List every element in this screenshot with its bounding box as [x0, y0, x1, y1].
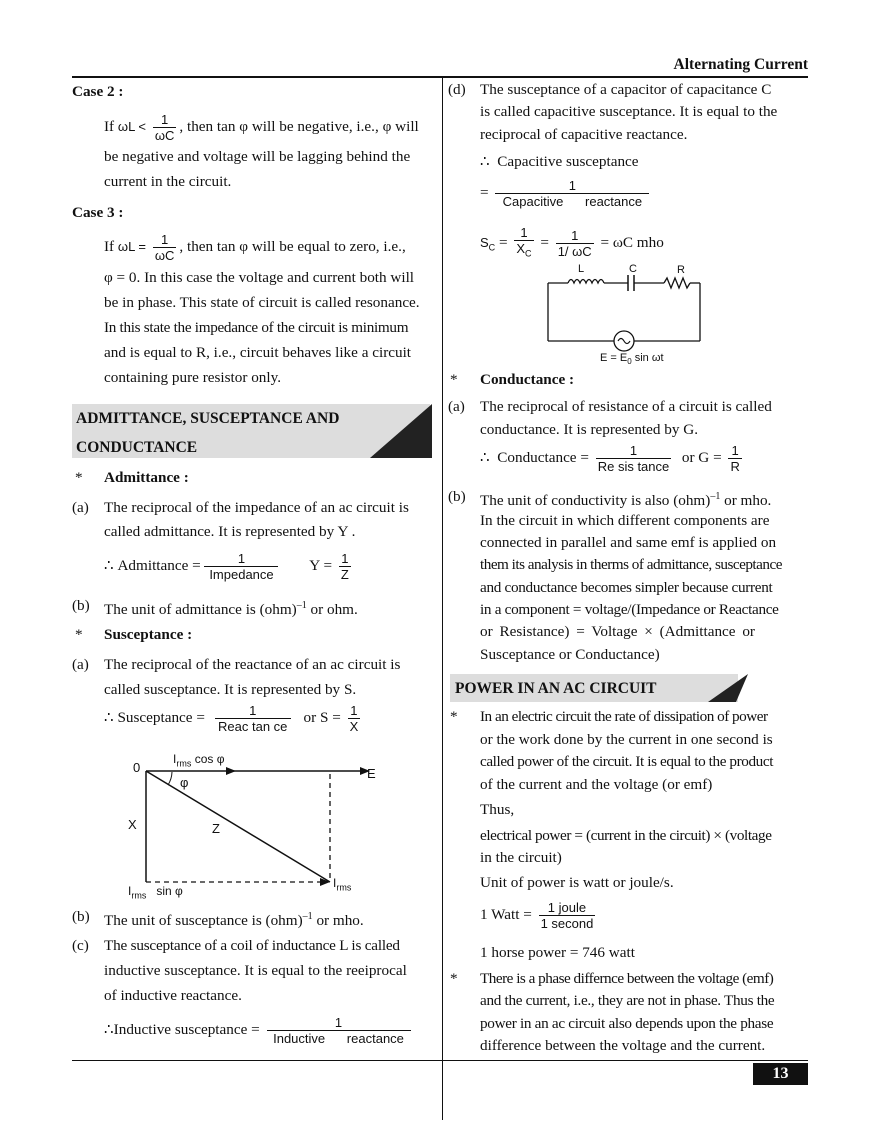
label-b: (b) — [72, 597, 90, 614]
conductance-equation: ∴ Conductance = $\frac{1}{\text{Re sis tance}}$ or G = $\frac{1}{R}$ — [480, 443, 740, 474]
diagram-phi-label: φ — [180, 775, 189, 790]
circuit-L-label: L — [578, 263, 585, 275]
section-title-power: POWER IN AN AC CIRCUIT — [455, 680, 657, 697]
ph-line3: power in an ac circuit also depends upon the phase — [480, 1015, 774, 1032]
ph-line1: There is a phase differnce between the voltage (emf) — [480, 970, 774, 987]
sus-b-line: The unit of susceptance is (ohm)$^{-1}$ or mho. — [104, 911, 364, 930]
case3-line5: and is equal to R, i.e., circuit behaves like a circuit — [104, 344, 412, 361]
cap-sus-line: ∴ Capacitive susceptance — [480, 153, 639, 170]
bullet-star-2: * — [75, 626, 83, 643]
label-a-2: (a) — [72, 656, 89, 673]
section-title-line2: CONDUCTANCE — [76, 439, 198, 456]
adm-a-line1: The reciprocal of the impedance of an ac circuit is — [104, 499, 409, 516]
para-line3: them its analysis in therms of admittance, susceptance — [480, 556, 782, 573]
diagram-X-label: X — [128, 817, 137, 832]
footer-rule — [72, 1060, 808, 1061]
label-b-3: (b) — [448, 488, 466, 505]
diagram-irms-cos-label: $I_{rms}$ cos φ — [173, 752, 225, 769]
case2-condition: If ωL < $\frac{1}{\omega C}$ , then tan φ will be negative, i.e., φ will — [104, 112, 419, 143]
sus-c-line3: of inductive reactance. — [104, 987, 242, 1004]
inductive-susceptance-equation: ∴Inductive susceptance = $\frac{1}{\text{Inductive reactance}}$ — [104, 1015, 414, 1046]
diagram-Z-label: Z — [212, 821, 220, 836]
label-a-3: (a) — [448, 398, 465, 415]
case3-line4: In this state the impedance of the circuit is minimum — [104, 319, 409, 336]
sus-c-line1: The susceptance of a coil of inductance L is called — [104, 937, 400, 954]
pw-line1: In an electric circuit the rate of dissipation of power — [480, 708, 768, 725]
running-header-title: Alternating Current — [673, 56, 808, 73]
case3-condition: If ωL = $\frac{1}{\omega C}$ , then tan φ will be equal to zero, i.e., — [104, 232, 406, 263]
column-divider — [442, 76, 443, 1120]
ph-line4: difference between the voltage and the current. — [480, 1037, 766, 1054]
case3-line3: be in phase. This state of circuit is called resonance. — [104, 294, 420, 311]
case3-title: Case 3 : — [72, 204, 124, 221]
lcr-circuit-diagram — [540, 268, 710, 363]
label-c: (c) — [72, 937, 89, 954]
adm-b-line: The unit of admittance is (ohm)$^{-1}$ or ohm. — [104, 600, 358, 619]
susceptance-heading: Susceptance : — [104, 626, 193, 643]
case2-title: Case 2 : — [72, 83, 124, 100]
case3-line6: containing pure resistor only. — [104, 369, 282, 386]
section-title-line1: ADMITTANCE, SUSCEPTANCE AND — [76, 410, 340, 427]
conductance-heading: Conductance : — [480, 371, 575, 388]
para-line1: In the circuit in which different components are — [480, 512, 770, 529]
label-a: (a) — [72, 499, 89, 516]
adm-a-line2: called admittance. It is represented by Y . — [104, 523, 356, 540]
bullet-star-5: * — [450, 970, 458, 987]
d-line2: is called capacitive susceptance. It is equal to the — [480, 103, 778, 120]
pw-line6: in the circuit) — [480, 849, 562, 866]
ph-line2: and the current, i.e., they are not in phase. Thus the — [480, 992, 775, 1009]
pw-line5: electrical power = (current in the circuit) × (voltage — [480, 827, 772, 844]
page-number: 13 — [753, 1063, 808, 1085]
thus-label: Thus, — [480, 801, 515, 818]
cond-a-line2: conductance. It is represented by G. — [480, 421, 699, 438]
pw-line7: Unit of power is watt or joule/s. — [480, 874, 674, 891]
circuit-R-label: R — [677, 264, 685, 276]
cond-a-line1: The reciprocal of resistance of a circuit is called — [480, 398, 772, 415]
d-line1: The susceptance of a capacitor of capacitance C — [480, 81, 772, 98]
sus-a-line1: The reciprocal of the reactance of an ac circuit is — [104, 656, 401, 673]
cond-b-line: The unit of conductivity is also (ohm)$^{-1}$ or mho. — [480, 491, 772, 510]
diagram-irms-label: $I_{rms}$ — [333, 876, 352, 893]
case3-line2: φ = 0. In this case the voltage and current both will — [104, 269, 415, 286]
horse-power-line: 1 horse power = 746 watt — [480, 944, 635, 961]
pw-line2: or the work done by the current in one second is — [480, 731, 773, 748]
bullet-star-4: * — [450, 708, 458, 725]
circuit-C-label: C — [629, 263, 637, 275]
bullet-star: * — [75, 469, 83, 486]
pw-line4: of the current and the voltage (or emf) — [480, 776, 713, 793]
para-line2: connected in parallel and same emf is applied on — [480, 534, 777, 551]
d-line3: reciprocal of capacitive reactance. — [480, 126, 688, 143]
para-line6: or Resistance) = Voltage × (Admittance or — [480, 623, 755, 640]
banner-corner-triangle — [370, 404, 432, 458]
sc-equation: $S_C$ = $\frac{1}{X_C}$ = $\frac{1}{1/ \omega C}$ = ωC mho — [480, 225, 664, 262]
sus-c-line2: inductive susceptance. It is equal to the reeiprocal — [104, 962, 407, 979]
label-b-2: (b) — [72, 908, 90, 925]
bullet-star-3: * — [450, 371, 458, 388]
sus-a-line2: called susceptance. It is represented by S. — [104, 681, 357, 698]
para-line4: and conductance becomes simpler because current — [480, 579, 773, 596]
diagram-irms-sin-label: $I_{rms}$ sin φ — [128, 884, 183, 901]
para-line7: Susceptance or Conductance) — [480, 646, 660, 663]
power-banner-corner — [708, 674, 748, 702]
admittance-equation: ∴ Admittance = $\frac{1}{\text{Impedance}}$ Y = $\frac{1}{Z}$ — [104, 551, 349, 582]
case2-line3: current in the circuit. — [104, 173, 232, 190]
case2-line2: be negative and voltage will be lagging behind the — [104, 148, 411, 165]
circuit-source-label: $E = E_0$ sin ωt — [600, 352, 664, 367]
admittance-heading: Admittance : — [104, 469, 189, 486]
susceptance-equation: ∴ Susceptance = $\frac{1}{\text{Reac tan ce}}$ or S = $\frac{1}{X}$ — [104, 703, 359, 734]
pw-line3: called power of the circuit. It is equal to the product — [480, 753, 774, 770]
cap-sus-fraction: = $\frac{1}{\text{Capacitive reactance}}$ — [480, 178, 652, 209]
watt-equation: 1 Watt = $\frac{\text{1 joule}}{\text{1 second}}$ — [480, 900, 594, 931]
diagram-origin-label: 0 — [133, 760, 141, 775]
diagram-E-label: E — [367, 766, 376, 781]
para-line5: in a component = voltage/(Impedance or Reactance — [480, 601, 779, 618]
label-d: (d) — [448, 81, 466, 98]
